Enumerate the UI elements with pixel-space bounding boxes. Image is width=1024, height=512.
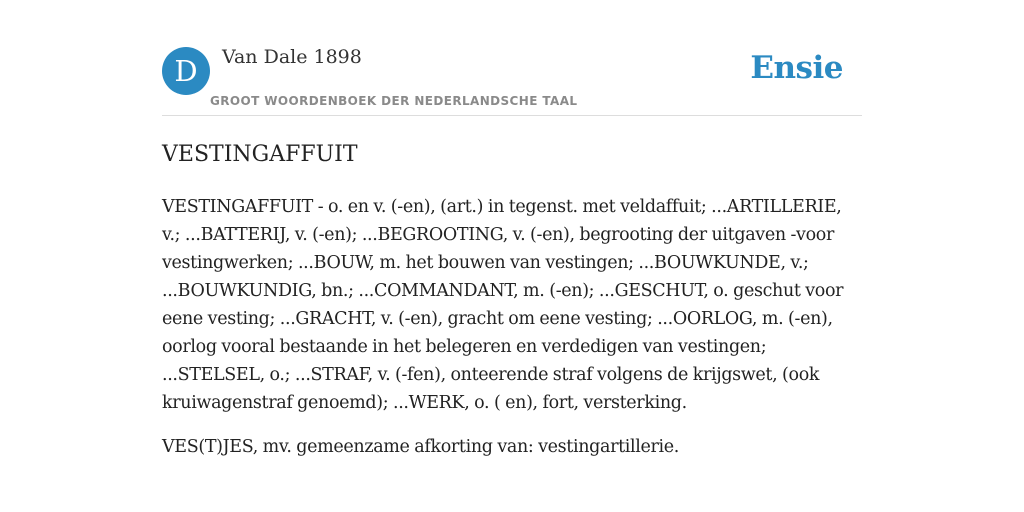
source-logo-icon[interactable]: D xyxy=(162,47,210,95)
definition-paragraph: VES(T)JES, mv. gemeenzame afkorting van: vestingartillerie. xyxy=(162,437,680,457)
source-title[interactable]: Van Dale 1898 xyxy=(222,46,362,68)
source-subtitle: GROOT WOORDENBOEK DER NEDERLANDSCHE TAAL xyxy=(210,94,578,108)
page xyxy=(162,0,862,461)
page-title: VESTINGAFFUIT xyxy=(162,142,358,167)
definition-paragraph: VESTINGAFFUIT - o. en v. (-en), (art.) in tegenst. met veldaffuit; ...ARTILLERIE, v.; ...BATTERIJ, v. (-en); ...BEGROOTING, v. (-en), begrooting der uitgaven -voor vestingwerken; ...BOUW, m. het bouwen van vestingen; ...BOUWKUNDE, v.; ...BOUWKUNDIG, bn.; ...COMMANDANT, m. (-en); ...GESCHUT, o. geschut voor eene vesting; ...GRACHT, v. (-en), gracht om eene vesting; ...OORLOG, m. (-en), oorlog vooral bestaande in het belegeren en verdedigen van vestingen; ...STELSEL, o.; ...STRAF, v. (-fen), onteerende straf volgens de krijgswet, (ook kruiwagenstraf genoemd); ...WERK, o. ( en), fort, versterking. xyxy=(162,197,844,413)
brand-logo[interactable]: Ensie xyxy=(750,50,843,86)
header xyxy=(162,0,862,116)
